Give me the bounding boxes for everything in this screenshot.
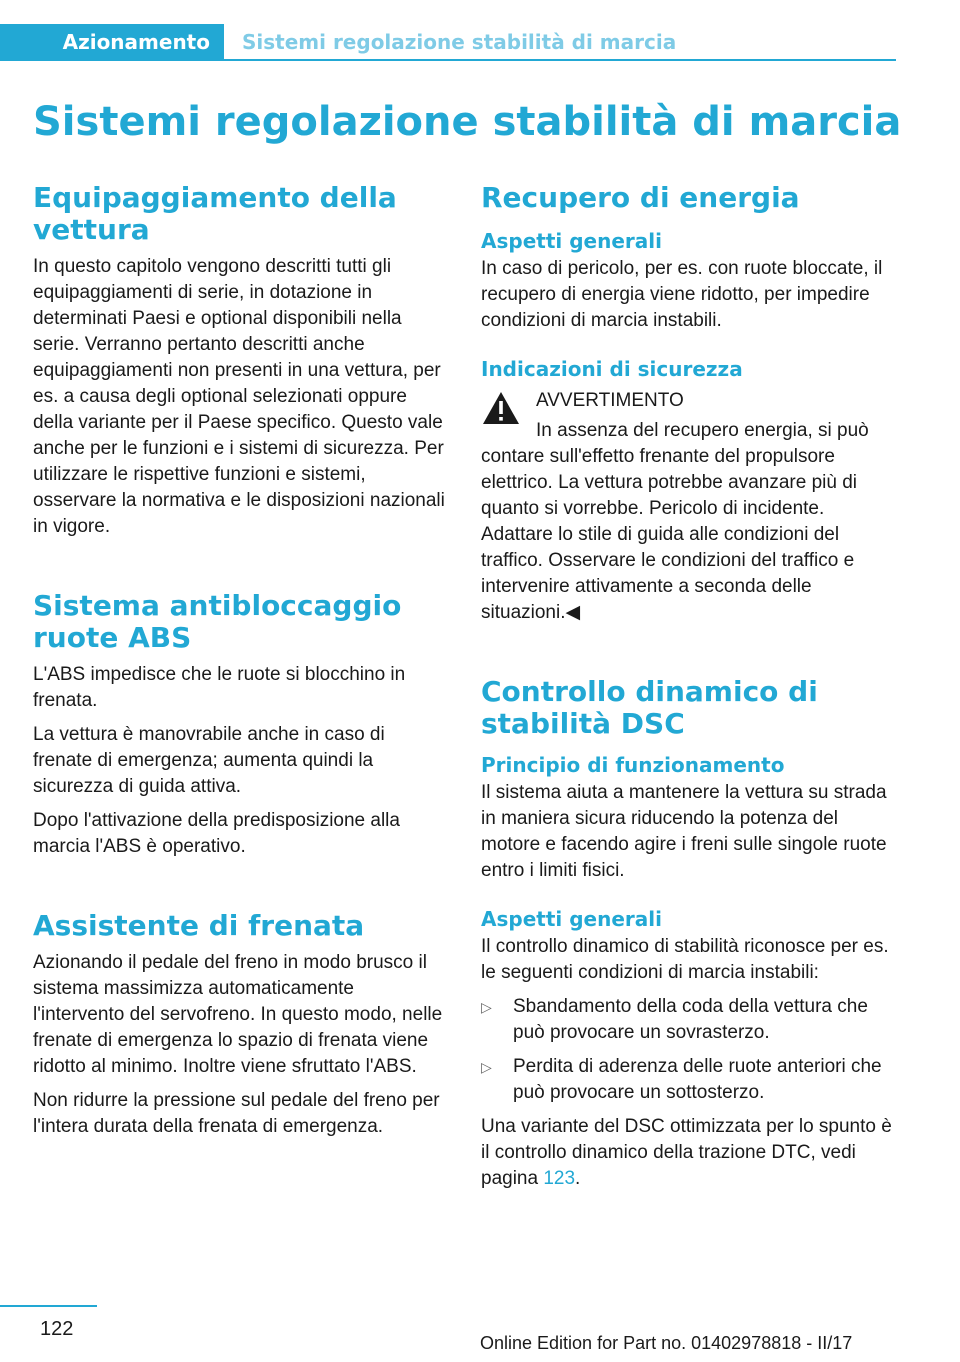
footer-divider	[0, 1305, 97, 1307]
energy-general-body: In caso di pericolo, per es. con ruote bloccate, il recupero di energia viene ridotto, per impedire condizioni di marcia instabili.	[481, 258, 883, 331]
bullet-text: Perdita di aderenza delle ruote anteriori che può provocare un sottosterzo.	[513, 1056, 882, 1103]
right-column	[481, 182, 893, 1200]
header-divider	[224, 59, 896, 61]
edition-text: Online Edition for Part no. 01402978818 - II/17	[480, 1333, 853, 1353]
heading-recupero-energia: Recupero di energia	[481, 181, 800, 214]
page-title: Sistemi regolazione stabilità di marcia	[33, 99, 902, 145]
subheading-dsc-general: Aspetti generali	[481, 907, 662, 931]
dsc-closing-text: Una variante del DSC ottimizzata per lo spunto è il controllo dinamico della trazione DTC, vedi pagina	[481, 1116, 892, 1189]
abs-paragraph-1: L'ABS impedisce che le ruote si blocchino in frenata.	[33, 664, 406, 711]
dsc-closing-end: .	[575, 1168, 581, 1189]
subheading-safety: Indicazioni di sicurezza	[481, 357, 743, 381]
bullet-list	[481, 994, 893, 1106]
section-tab[interactable]: Azionamento	[0, 24, 224, 61]
warning-label: AVVERTIMENTO	[536, 390, 684, 411]
subheading-principle: Principio di funzionamento	[481, 753, 785, 777]
abs-paragraph-3: Dopo l'attivazione della predisposizione alla marcia l'ABS è operativo.	[33, 810, 400, 857]
warning-text-first: In assenza del recupero energia, si può	[536, 420, 869, 441]
brake-assist-paragraph-2: Non ridurre la pressione sul pedale del freno per l'intera durata della frenata di emergenza.	[33, 1090, 440, 1137]
dsc-principle-body: Il sistema aiuta a mantenere la vettura su strada in maniera sicura riducendo la potenza del motore e facendo agire i freni sulle singole ruote entro i limiti fisici.	[481, 782, 887, 881]
dsc-closing-paragraph	[481, 1114, 893, 1192]
abs-paragraph-2: La vettura è manovrabile anche in caso di frenate di emergenza; aumenta quindi la sicurezza di guida attiva.	[33, 724, 385, 797]
dsc-general-body: Il controllo dinamico di stabilità riconosce per es. le seguenti condizioni di marcia instabili:	[481, 936, 889, 983]
left-column	[33, 182, 445, 1148]
heading-equipaggiamento: Equipaggiamento della vettura	[33, 181, 397, 246]
bullet-arrow-icon: ▷	[481, 1059, 492, 1075]
list-item	[481, 994, 893, 1046]
page-link[interactable]: 123	[543, 1168, 576, 1189]
bullet-arrow-icon: ▷	[481, 999, 492, 1015]
heading-assistente-frenata: Assistente di frenata	[33, 909, 365, 942]
heading-dsc: Controllo dinamico di stabilità DSC	[481, 675, 818, 740]
heading-abs: Sistema antibloccaggio ruote ABS	[33, 589, 402, 654]
bullet-text: Sbandamento della coda della vettura che può provocare un sovrasterzo.	[513, 996, 868, 1043]
warning-box	[481, 388, 893, 626]
subheading-energy-general: Aspetti generali	[481, 229, 662, 253]
warning-text: contare sull'effetto frenante del propulsore elettrico. La vettura potrebbe avanzare più di quanto si vorrebbe. Pericolo di incidente. Adattare lo stile di guida alle condizioni del traffico. Osservare le condizioni del traffico e intervenire attivamente a seconda delle situazioni.◀	[481, 446, 858, 623]
equip-body: In questo capitolo vengono descritti tutti gli equipaggiamenti di serie, in dotazione in determinati Paesi e optional disponibili nella serie. Verranno pertanto descritti anche equipaggiamenti non presenti in una vettura, per es. a causa degli optional selezionati oppure della variante per il Paese specifico. Questo vale anche per le funzioni e i sistemi di sicurezza. Per utilizzare le rispettive funzioni e sistemi, osservare la normativa e le disposizioni nazionali in vigore.	[33, 256, 445, 537]
header-bar	[0, 0, 960, 62]
brake-assist-paragraph-1: Azionando il pedale del freno in modo brusco il sistema massimizza automaticamente l'intervento del servofreno. In questo modo, nelle frenate di emergenza lo spazio di frenata viene ridotto al minimo. Inoltre viene sfruttato l'ABS.	[33, 952, 443, 1077]
warning-triangle-icon	[481, 390, 521, 426]
page-number: 122	[40, 1318, 74, 1340]
list-item	[481, 1054, 893, 1106]
chapter-tab[interactable]: Sistemi regolazione stabilità di marcia	[242, 30, 677, 54]
